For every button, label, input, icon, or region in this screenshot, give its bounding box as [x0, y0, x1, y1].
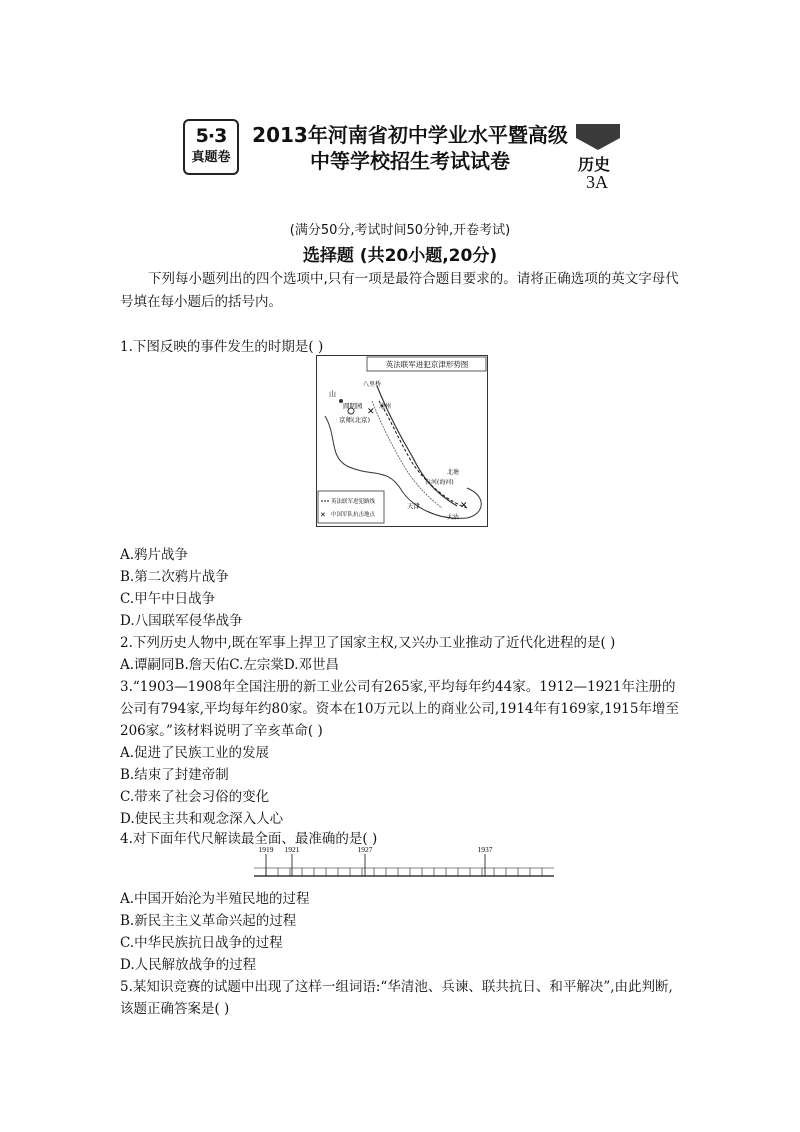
question-1-option-c: C.甲午中日战争 [120, 591, 216, 607]
timeline-year-1927: 1927 [357, 845, 373, 854]
legend-route: 英法联军进犯路线 [331, 499, 376, 505]
volume-label: 3A [586, 172, 608, 192]
question-4-stem: 4.对下面年代尺解读最全面、最准确的是( ) [120, 831, 378, 847]
question-4-option-a: A.中国开始沦为半殖民地的过程 [120, 891, 310, 907]
battle-marker-icon: ✕ [367, 407, 375, 417]
question-1-option-b: B.第二次鸦片战争 [120, 569, 229, 585]
question-3-option-b: B.结束了封建帝制 [120, 767, 229, 783]
exam-title-line1: 2013年河南省初中学业水平暨高级 [252, 123, 568, 147]
question-3-option-d: D.使民主共和观念深入人心 [120, 811, 284, 827]
map-label-beitang: 北塘 [447, 469, 460, 476]
battle-marker-icon: ✕ [460, 501, 468, 511]
timeline-year-1937: 1937 [477, 845, 493, 854]
legend-battle-icon: ✕ [320, 511, 326, 519]
timeline-year-1919: 1919 [258, 845, 274, 854]
map-drawing [317, 356, 487, 526]
instruction: 下列每小题列出的四个选项中,只有一项是最符合题目要求的。请将正确选项的英文字母代号填在每小题后的括号内。 [120, 271, 679, 310]
question-2-options: A.谭嗣同B.詹天佑C.左宗棠D.邓世昌 [120, 657, 340, 673]
question-1-map [316, 355, 488, 527]
logo-line1: 5·3 [195, 125, 227, 147]
question-2-stem: 2.下列历史人物中,既在军事上捍卫了国家主权,又兴办工业推动了近代化进程的是( ) [120, 635, 616, 651]
map-label-beijing: 京师(北京) [339, 416, 371, 424]
question-3-option-a: A.促进了民族工业的发展 [120, 745, 270, 761]
question-4-option-d: D.人民解放战争的过程 [120, 957, 257, 973]
map-label-shan: 山 [329, 390, 336, 398]
question-4-option-b: B.新民主主义革命兴起的过程 [120, 913, 297, 929]
section-title: 选择题 (共20小题,20分) [302, 246, 498, 266]
logo-line2: 真题卷 [191, 150, 231, 165]
subject-label: 历史 [578, 155, 611, 174]
map-label-tongzhou: 通州 [379, 403, 392, 410]
subject-tab-icon [576, 124, 620, 150]
map-label-baihe: 白河(海河) [425, 479, 454, 486]
question-1-stem: 1.下图反映的事件发生的时期是( ) [120, 339, 324, 355]
map-label-balaqiao: 八里桥 [363, 381, 382, 388]
question-5-stem: 5.某知识竞赛的试题中出现了这样一组词语:“华清池、兵谏、联共抗日、和平解决”,由此判断,该题正确答案是( ) [120, 979, 673, 1017]
question-4-timeline [254, 842, 554, 882]
exam-title-line2: 中等学校招生考试试卷 [310, 149, 510, 173]
timeline-year-1921: 1921 [284, 845, 300, 854]
legend-battle: 中国军队抗击地点 [331, 512, 376, 518]
map-label-yuanmingyuan: 圆明园 [343, 402, 363, 410]
map-title: 英法联军进犯京津形势图 [385, 360, 469, 369]
question-3-stem: 3.“1903—1908年全国注册的新工业公司有265家,平均每年约44家。1912—1921年注册的公司有794家,平均每年约80家。资本在10万元以上的商业公司,1914年有169家,1915年增至206家。”该材料说明了辛亥革命( ) [120, 679, 679, 739]
logo-53-zhentijuan [183, 119, 239, 175]
question-1-option-a: A.鸦片战争 [120, 547, 189, 563]
question-4-option-c: C.中华民族抗日战争的过程 [120, 935, 283, 951]
map-label-tianjin: 天津 [407, 502, 420, 510]
question-1-option-d: D.八国联军侵华战争 [120, 613, 243, 629]
exam-title [240, 122, 580, 174]
map-label-dagu: 大沽 [447, 514, 460, 521]
exam-note: (满分50分,考试时间50分钟,开卷考试) [289, 223, 511, 238]
question-3-option-c: C.带来了社会习俗的变化 [120, 789, 270, 805]
